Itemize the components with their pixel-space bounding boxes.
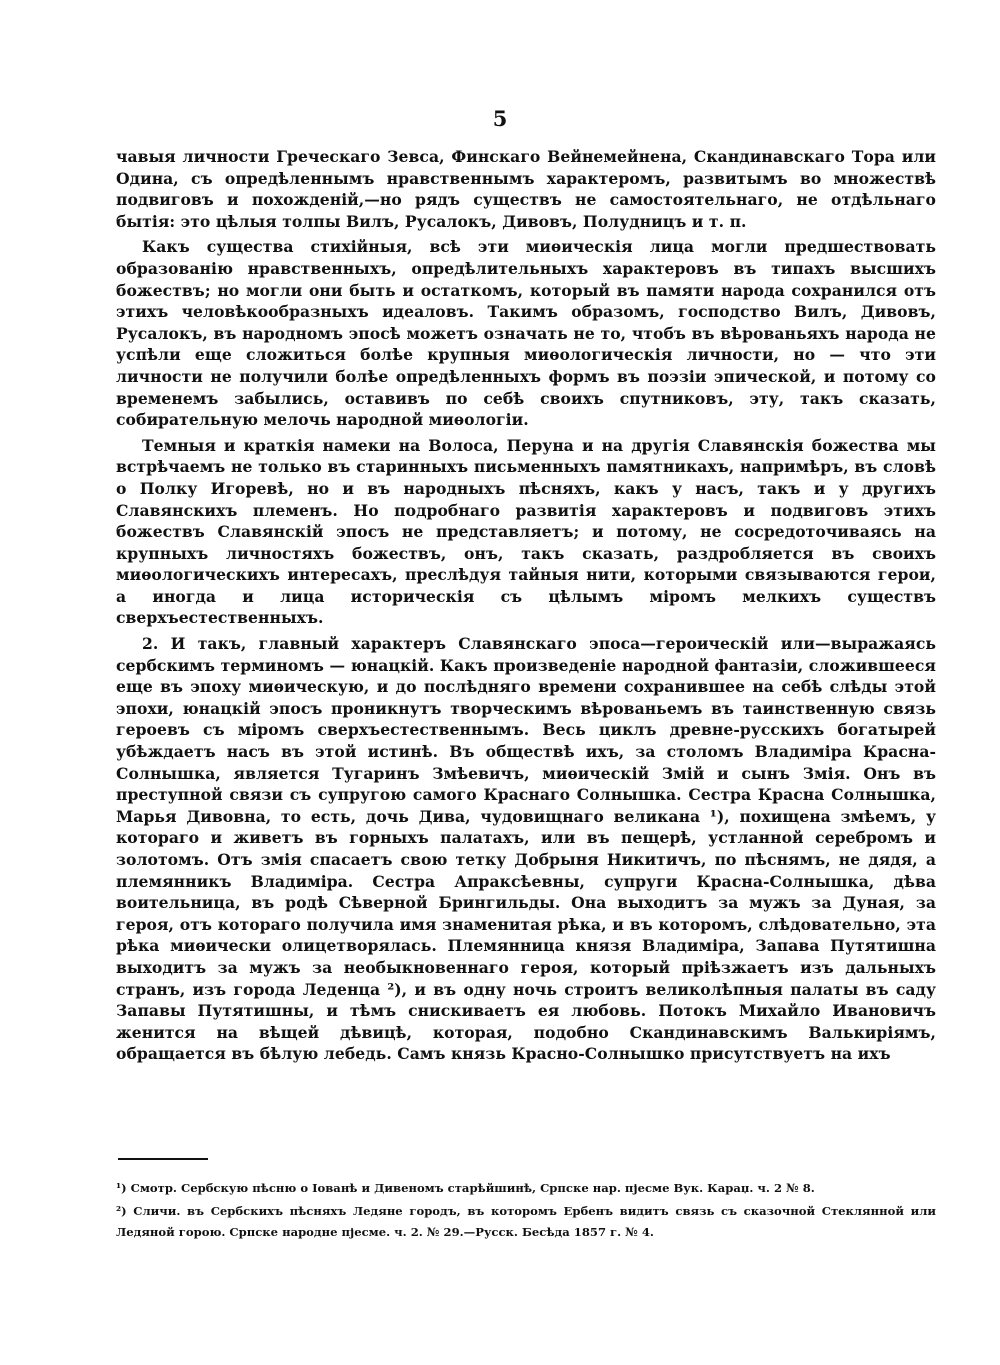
paragraph-3: Темныя и краткія намеки на Волоса, Перуна и на другія Славянскія божества мы встрѣчаемъ не только въ старинныхъ письменныхъ памятникахъ, напримѣръ, въ словѣ о Полку Игоревѣ, но и въ народныхъ пѣсняхъ, какъ у насъ, такъ и у другихъ Славянскихъ племенъ. Но подробнаго развитія характеровъ и подвиговъ этихъ божествъ Славянскій эпосъ не представляетъ; и потому, не сосредоточиваясь на крупныхъ личностяхъ божествъ, онъ, такъ сказать, раздробляется въ своихъ миѳологическихъ интересахъ, преслѣдуя тайныя нити, которыми связываются герои, а иногда и лица историческія съ цѣлымъ міромъ мелкихъ существъ сверхъестественныхъ. bbox=[116, 435, 936, 628]
footnotes bbox=[116, 1178, 936, 1245]
paragraph-4: 2. И такъ, главный характеръ Славянскаго эпоса—героическій или—выражаясь сербскимъ терминомъ — юнацкій. Какъ произведеніе народной фантазіи, сложившееся еще въ эпоху миѳическую, и до послѣдняго времени сохранившее на себѣ слѣды этой эпохи, юнацкій эпосъ проникнутъ творческимъ вѣрованьемъ въ таинственную связь героевъ съ міромъ сверхъестественнымъ. Весь циклъ древне-русскихъ богатырей убѣждаетъ насъ въ этой истинѣ. Въ обществѣ ихъ, за столомъ Владиміра Красна-Солнышка, является Тугаринъ Змѣевичъ, миѳическій Змій и сынъ Змія. Онъ въ преступной связи съ супругою самого Краснаго Солнышка. Сестра Красна Солнышка, Марья Дивовна, то есть, дочь Дива, чудовищнаго великана ¹), похищена змѣемъ, у котораго и живетъ въ горныхъ палатахъ, или въ пещерѣ, устланной серебромъ и золотомъ. Отъ змія спасаетъ свою тетку Добрыня Никитичъ, по пѣснямъ, не дядя, а племянникъ Владиміра. Сестра Апраксѣевны, супруги Красна-Солнышка, дѣва воительница, въ родѣ Сѣверной Брингильды. Она выходитъ за мужъ за Дуная, за героя, отъ котораго получила имя знаменитая рѣка, и въ которомъ, слѣдовательно, эта рѣка миѳически олицетворялась. Племянница князя Владиміра, Запава Путятишна выходитъ за мужъ за необыкновеннаго героя, который пріѣзжаетъ изъ дальныхъ странъ, изъ города Леденца ²), и въ одну ночь строитъ великолѣпныя палаты въ саду Запавы Путятишны, и тѣмъ снискиваетъ ея любовь. Потокъ Михайло Ивановичъ женится на вѣщей дѣвицѣ, которая, подобно Скандинавскимъ Валькиріямъ, обращается въ бѣлую лебедь. Самъ князь Красно-Солнышко присутствуетъ на ихъ bbox=[116, 634, 936, 1064]
footnote-2: ²) Сличи. въ Сербскихъ пѣсняхъ Ледяне городъ, въ которомъ Ербенъ видитъ связь съ сказочной Стеклянной или Ледяной горою. Српске народне пјесме. ч. 2. № 29.—Русск. Бесѣда 1857 г. № 4. bbox=[116, 1204, 936, 1239]
footnote-1: ¹) Смотр. Сербскую пѣсню о Іованѣ и Дивеномъ старѣйшинѣ, Српске нар. пјесме Вук. Караџ. ч. 2 № 8. bbox=[116, 1181, 815, 1195]
footnote-divider bbox=[118, 1158, 208, 1160]
paragraph-1: чавыя личности Греческаго Зевса, Финскаго Вейнемейнена, Скандинавскаго Тора или Одина, съ опредѣленнымъ нравственнымъ характеромъ, развитымъ во множествѣ подвиговъ и похожденій,—но рядъ существъ не самостоятельнаго, не отдѣльнаго бытія: это цѣлыя толпы Вилъ, Русалокъ, Дивовъ, Полудницъ и т. п. bbox=[116, 147, 936, 231]
main-text bbox=[116, 146, 936, 1065]
paragraph-2: Какъ существа стихійныя, всѣ эти миѳическія лица могли предшествовать образованію нравственныхъ, опредѣлительныхъ характеровъ въ типахъ высшихъ божествъ; но могли они быть и остаткомъ, который въ памяти народа сохранился отъ этихъ человѣкообразныхъ идеаловъ. Такимъ образомъ, господство Вилъ, Дивовъ, Русалокъ, въ народномъ эпосѣ можетъ означать не то, чтобъ въ вѣрованьяхъ народа не успѣли еще сложиться болѣе крупныя миѳологическія личности, но — что эти личности не получили болѣе опредѣленныхъ формъ въ поэзіи эпической, и потому со временемъ забылись, оставивъ по себѣ своихъ спутниковъ, эту, такъ сказать, собирательную мелочь народной миѳологіи. bbox=[116, 237, 936, 430]
page-number: 5 bbox=[492, 106, 508, 131]
